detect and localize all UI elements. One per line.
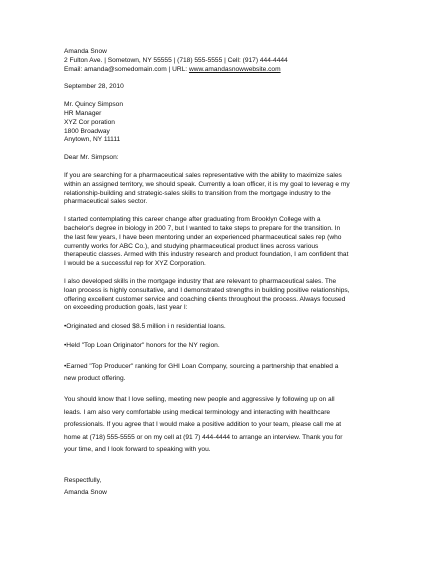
sender-email: Email: amanda@somedomain.com | URL:	[64, 65, 188, 73]
signature-name: Amanda Snow	[64, 489, 107, 497]
text-line: currently works for ABC Co.), and studying pharmaceutical product lines across various	[64, 242, 319, 250]
text-line: bachelor's degree in biology in 200 7, but I wanted to take steps to prepare for the transition. In	[64, 224, 341, 232]
text-line: new product offering.	[64, 375, 126, 383]
letter-date: September 28, 2010	[64, 83, 124, 91]
text-line: You should know that I love selling, meeting new people and aggressive ly following up on all	[64, 395, 335, 403]
text-line: loan process is highly consultative, and I demonstrated strengths in building positive relationships,	[64, 286, 350, 294]
paragraph-intro	[64, 172, 404, 207]
text-line: I also developed skills in the mortgage industry that are relevant to pharmaceutical sales. The	[64, 277, 337, 285]
text-line: therapeutic classes. Armed with this industry research and product foundation, I am confident that	[64, 251, 349, 259]
sender-contact	[64, 66, 404, 75]
sender-url-link[interactable]: www.amandasnowwebsite.com	[188, 65, 281, 73]
text-line: •Earned "Top Producer" ranking for GHI Loan Company, sourcing a partnership that enabled a	[64, 362, 339, 370]
text-line: I started contemplating this career change after graduating from Brooklyn College with a	[64, 216, 321, 224]
recipient-line: HR Manager	[64, 109, 102, 117]
text-line: the last few years, I have been mentoring under an experienced pharmaceutical sales rep (who	[64, 233, 342, 241]
salutation: Dear Mr. Simpson:	[64, 154, 119, 162]
text-line: your time, and I look forward to speaking with you.	[64, 446, 211, 454]
text-line: within an assigned territory, we should speak. Currently a loan officer, it is my goal to leverag e my	[64, 180, 350, 188]
text-line: home at (718) 555-5555 or on my cell at (91 7) 444-4444 to arrange an interview. Thank you for	[64, 433, 343, 441]
text-line: If you are searching for a pharmaceutical sales representative with the ability to maximize sales	[64, 171, 342, 179]
recipient-block	[64, 101, 404, 145]
cover-letter	[64, 48, 404, 500]
achievement-item	[64, 361, 404, 386]
sender-name: Amanda Snow	[64, 48, 107, 55]
text-line: leads. I am also very comfortable using medical terminology and interacting with healthcare	[64, 408, 331, 416]
signature-block	[64, 475, 404, 500]
text-line: offering excellent customer service and coaching clients throughout the process. Always focused	[64, 295, 346, 303]
text-line: I would be a successful rep for XYZ Corporation.	[64, 260, 206, 268]
achievement-item: •Held "Top Loan Originator" honors for the NY region.	[64, 341, 220, 349]
paragraph-skills	[64, 278, 404, 313]
recipient-line: Anytown, NY 11111	[64, 136, 121, 144]
recipient-line: XYZ Cor poration	[64, 118, 115, 126]
sender-address: 2 Fulton Ave. | Sometown, NY 55555 | (718) 555-5555 | Cell: (917) 444-4444	[64, 56, 288, 64]
text-line: on exceeding production goals, last year I:	[64, 304, 188, 312]
sender-block	[64, 48, 404, 74]
closing: Respectfully,	[64, 476, 102, 484]
paragraph-closing	[64, 394, 404, 457]
text-line: professionals. If you agree that I would make a positive addition to your team, please call me at	[64, 421, 342, 429]
text-line: relationship-building and strategic-sales skills to transition from the mortgage industry to the	[64, 189, 331, 197]
text-line: pharmaceutical sales sector.	[64, 198, 148, 206]
recipient-line: 1800 Broadway	[64, 127, 110, 135]
achievement-item: •Originated and closed $8.5 million i n residential loans.	[64, 323, 226, 331]
recipient-line: Mr. Quincy Simpson	[64, 101, 123, 109]
paragraph-background	[64, 216, 404, 269]
achievements-list	[64, 323, 404, 386]
